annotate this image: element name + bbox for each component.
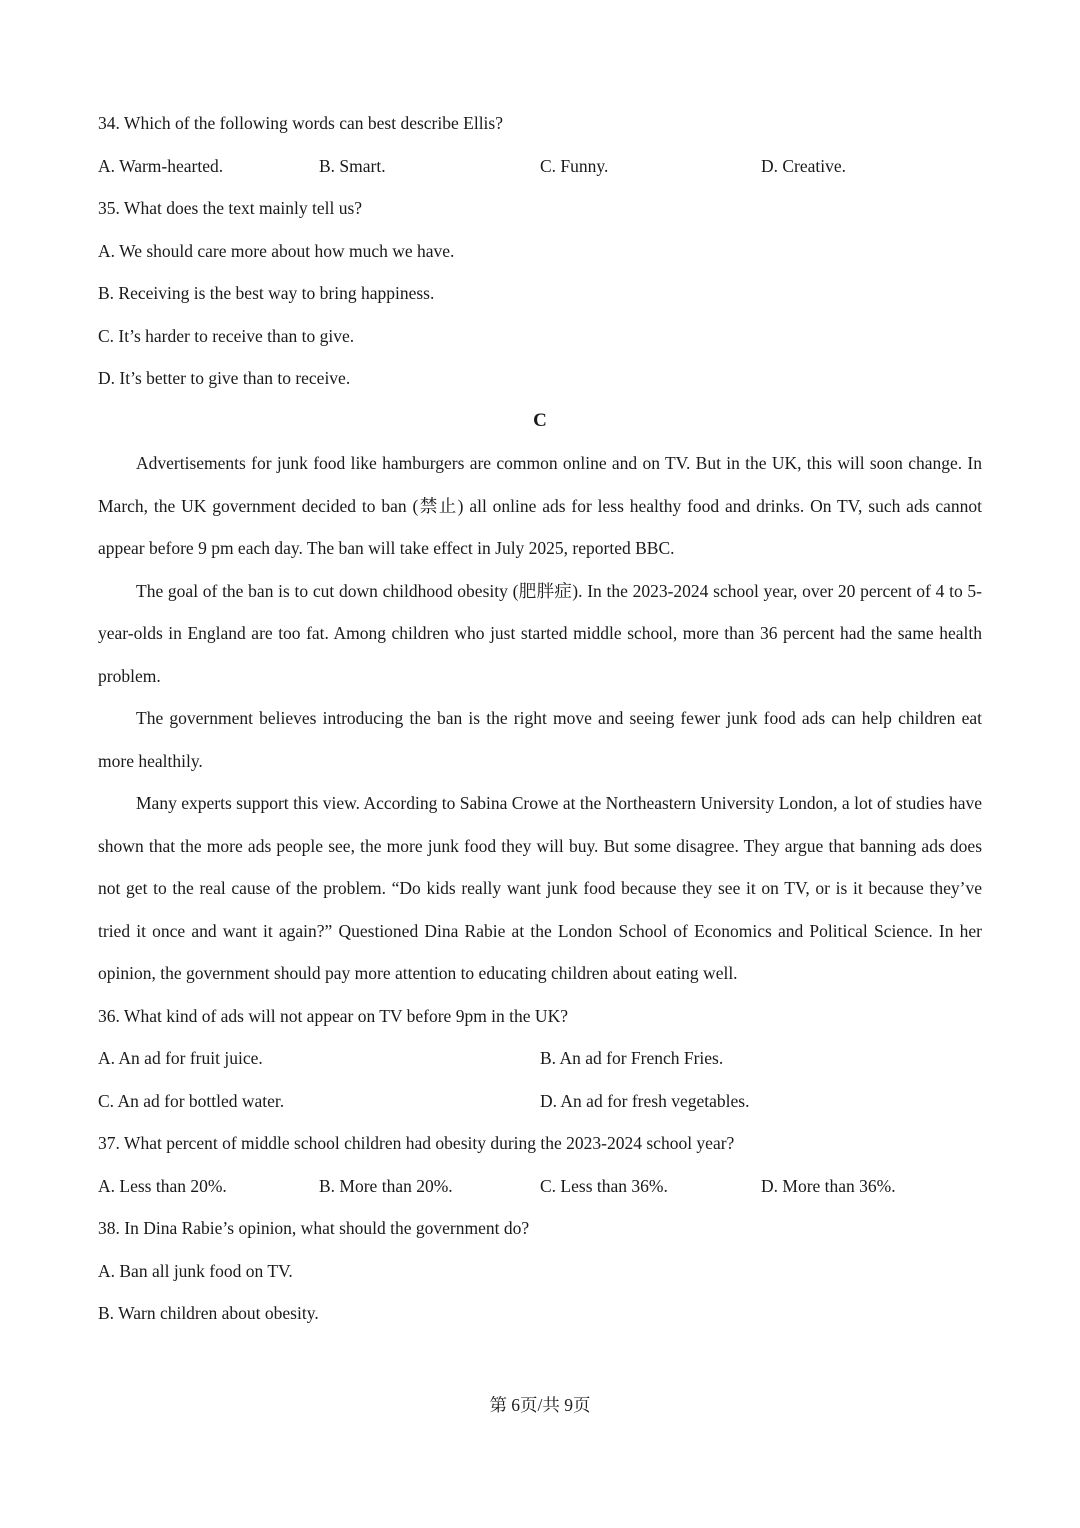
question-37-options [98, 1165, 982, 1208]
option-c: C. Funny. [540, 155, 609, 176]
question-34-options [98, 145, 982, 188]
option-b: B. Warn children about obesity. [98, 1303, 319, 1323]
option-a: A. An ad for fruit juice. [98, 1048, 263, 1068]
option-a: A. Ban all junk food on TV. [98, 1260, 293, 1281]
option-d: D. It’s better to give than to receive. [98, 368, 351, 388]
question-36-options-row-2 [98, 1080, 982, 1123]
option-c: C. It’s harder to receive than to give. [98, 325, 355, 346]
option-a: A. Less than 20%. [98, 1175, 227, 1196]
exam-page [98, 102, 982, 1335]
option-b: B. Smart. [319, 155, 386, 176]
question-38: 38. In Dina Rabie’s opinion, what should the government do? [98, 1218, 530, 1238]
question-36: 36. What kind of ads will not appear on TV before 9pm in the UK? [98, 1005, 568, 1026]
option-b: B. More than 20%. [319, 1175, 453, 1196]
question-34: 34. Which of the following words can best describe Ellis? [98, 113, 503, 133]
option-d: D. Creative. [761, 155, 847, 176]
passage-paragraph-3: The government believes introducing the ban is the right move and seeing fewer junk food ads can help children eat more healthily. [98, 708, 982, 771]
section-title: C [533, 409, 547, 431]
option-d: D. More than 36%. [761, 1175, 896, 1196]
passage-paragraph-2: The goal of the ban is to cut down childhood obesity (肥胖症). In the 2023-2024 school year, over 20 percent of 4 to 5-year-olds in England are too fat. Among children who just started middle school, more than 36 percent had the same health problem. [98, 580, 982, 686]
option-a: A. Warm-hearted. [98, 155, 224, 176]
option-b: B. An ad for French Fries. [540, 1048, 724, 1068]
option-d: D. An ad for fresh vegetables. [540, 1090, 750, 1111]
passage-paragraph-1: Advertisements for junk food like hamburgers are common online and on TV. But in the UK, this will soon change. In March, the UK government decided to ban (禁止) all online ads for less healthy food and drinks. On TV, such ads cannot appear before 9 pm each day. The ban will take effect in July 2025, reported BBC. [98, 453, 982, 558]
passage-paragraph-4: Many experts support this view. According to Sabina Crowe at the Northeastern University London, a lot of studies have shown that the more ads people see, the more junk food they will buy. But some disagree. They argue that banning ads does not get to the real cause of the problem. “Do kids really want junk food because they see it on TV, or is it because they’ve tried it once and want it again?” Questioned Dina Rabie at the London School of Economics and Political Science. In her opinion, the government should pay more attention to educating children about eating well. [98, 793, 982, 983]
question-36-options-row-1 [98, 1037, 982, 1080]
option-c: C. An ad for bottled water. [98, 1090, 285, 1111]
question-35: 35. What does the text mainly tell us? [98, 198, 363, 218]
question-37: 37. What percent of middle school children had obesity during the 2023-2024 school year? [98, 1133, 735, 1153]
option-b: B. Receiving is the best way to bring happiness. [98, 283, 435, 303]
option-c: C. Less than 36%. [540, 1175, 668, 1196]
page-number: 第 6页/共 9页 [489, 1395, 591, 1415]
option-a: A. We should care more about how much we have. [98, 240, 455, 261]
